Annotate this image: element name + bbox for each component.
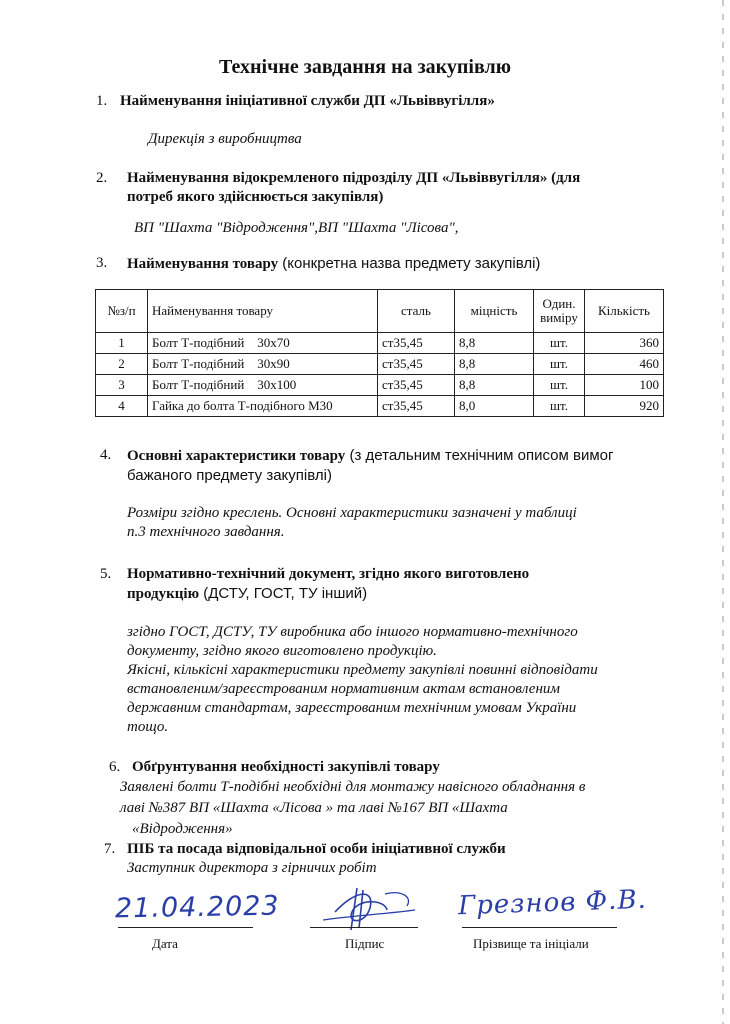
handwritten-name: Грезнов Ф.В. [457,884,648,922]
section-4-heading-normal-2: бажаного предмету закупівлі) [127,467,332,484]
section-2-value: ВП "Шахта "Відродження",ВП "Шахта "Лісова", [134,220,459,236]
section-7-value: Заступник директора з гірничих робіт [127,860,377,876]
cell-unit: шт. [534,354,585,375]
section-5-heading-bold-2: продукцію [127,586,200,602]
section-5-value [127,623,598,737]
section-3-heading-normal: (конкретна назва предмету закупівлі) [278,255,541,272]
section-2-heading-line2: потреб якого здійснюється закупівля) [127,189,384,205]
section-2-heading [127,169,662,207]
section-5-heading-normal-2: (ДСТУ, ГОСТ, ТУ інший) [199,585,368,602]
section-7-heading-text: ПІБ та посада відповідальної особи ініціативної служби [127,841,506,857]
cell-name: Гайка до болта Т-подібного М30 [148,396,378,417]
section-6-value-line2: лаві №387 ВП «Шахта «Лісова » та лаві №167 ВП «Шахта [120,800,508,816]
section-5-value-line3: Якісні, кількісні характеристики предмету закупівлі повинні відповідати [127,662,598,678]
cell-steel: ст35,45 [378,354,455,375]
section-6-value-line3: «Відродження» [132,821,233,837]
section-1-number: 1. [96,93,108,109]
section-5-value-line2: документу, згідно якого виготовлено продукцію. [127,643,437,659]
section-1-heading [120,92,495,111]
cell-qty: 920 [585,396,664,417]
cell-name: Болт Т-подібний 30х100 [148,375,378,396]
cell-name: Болт Т-подібний 30х70 [148,333,378,354]
cell-no: 2 [96,354,148,375]
cell-steel: ст35,45 [378,396,455,417]
section-4-heading-normal-1: (з детальним технічним описом вимог [345,447,614,464]
section-3-heading-bold: Найменування товару [127,256,279,272]
cell-qty: 100 [585,375,664,396]
goods-table [95,289,664,417]
col-header-name: Найменування товару [148,290,378,333]
section-5-value-line1: згідно ГОСТ, ДСТУ, ТУ виробника або іншого нормативно-технічного [127,624,578,640]
col-header-unit-line1: Один. [542,296,576,311]
section-4-heading-bold: Основні характеристики товару [127,448,346,464]
section-6-value [120,777,585,840]
section-3-number: 3. [96,255,108,271]
cell-strength: 8,8 [455,333,534,354]
signature-line [310,927,418,928]
section-6-heading-text: Обґрунтування необхідності закупівлі товару [132,759,440,775]
table-row [96,354,664,375]
section-4-value-line2: п.3 технічного завдання. [127,524,285,540]
cell-no: 4 [96,396,148,417]
cell-name: Болт Т-подібний 30х90 [148,354,378,375]
cell-qty: 360 [585,333,664,354]
section-5-value-line4: встановленим/зареєстрованим нормативним актам встановленим [127,681,560,697]
cell-strength: 8,8 [455,354,534,375]
col-header-unit [534,290,585,333]
section-6-number: 6. [109,759,121,775]
section-2-heading-line1: Найменування відокремленого підрозділу ДП «Львіввугілля» (для [127,170,581,186]
col-header-steel: сталь [378,290,455,333]
section-5-heading [127,565,529,604]
section-5-number: 5. [100,566,112,582]
col-header-unit-line2: виміру [540,310,578,325]
handwritten-date: 21.04.2023 [114,890,280,925]
cell-steel: ст35,45 [378,375,455,396]
date-caption: Дата [152,936,178,951]
col-header-no: №з/п [96,290,148,333]
section-6-heading [132,758,440,777]
section-1-value: Дирекція з виробництва [148,131,302,147]
cell-no: 1 [96,333,148,354]
table-header-row [96,290,664,333]
cell-unit: шт. [534,375,585,396]
cell-unit: шт. [534,333,585,354]
section-7-number: 7. [104,841,116,857]
section-4-heading [127,446,667,486]
section-4-value [127,504,577,542]
cell-strength: 8,0 [455,396,534,417]
section-3-heading [127,254,540,274]
table-row [96,396,664,417]
section-5-heading-line1: Нормативно-технічний документ, згідно якого виготовлено [127,566,530,582]
table-row [96,375,664,396]
col-header-qty: Кількість [585,290,664,333]
section-7-heading [127,840,506,859]
signature-caption: Підпис [345,936,385,951]
cell-unit: шт. [534,396,585,417]
section-4-value-line1: Розміри згідно креслень. Основні характеристики зазначені у таблиці [127,505,577,521]
section-1-heading-text: Найменування ініціативної служби ДП «Львіввугілля» [120,93,495,109]
table-row [96,333,664,354]
cell-qty: 460 [585,354,664,375]
cell-no: 3 [96,375,148,396]
section-2-number: 2. [96,170,108,186]
section-5-value-line6: тощо. [127,719,169,735]
section-6-value-line1: Заявлені болти Т-подібні необхідні для монтажу навісного обладнання в [120,779,586,795]
name-signature-line [462,927,617,928]
cell-strength: 8,8 [455,375,534,396]
scan-edge [722,0,724,1024]
section-4-number: 4. [100,447,112,463]
name-caption: Прізвище та ініціали [473,936,589,951]
cell-steel: ст35,45 [378,333,455,354]
col-header-strength: міцність [455,290,534,333]
document-title: Технічне завдання на закупівлю [218,56,512,78]
section-5-value-line5: державним стандартам, зареєстрованим технічним умовам України [127,700,577,716]
date-signature-line [118,927,253,928]
